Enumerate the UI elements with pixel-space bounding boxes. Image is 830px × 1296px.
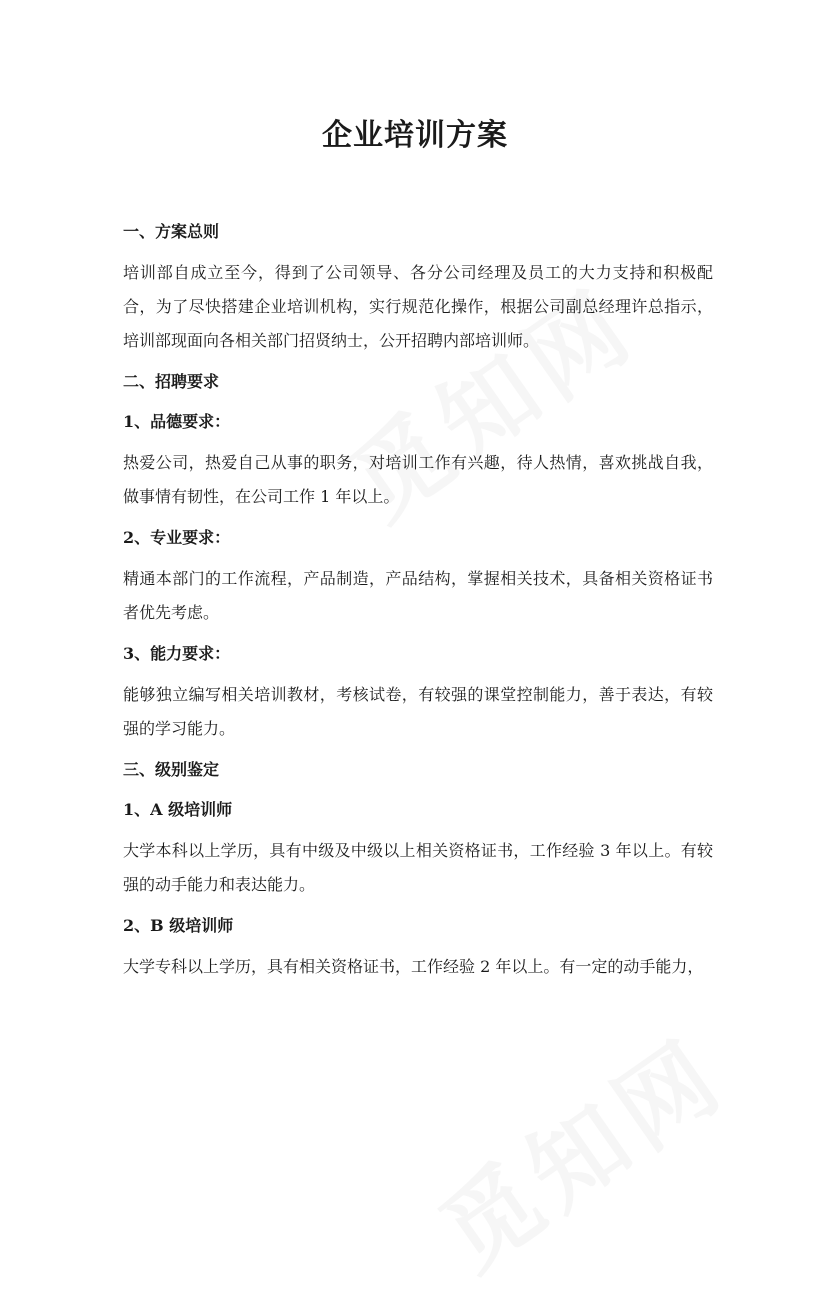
subsection-heading: 1、A 级培训师 <box>123 800 233 819</box>
body-paragraph: 大学专科以上学历，具有相关资格证书，工作经验 2 年以上。有一定的动手能力， <box>123 957 704 976</box>
body-paragraph: 培训部自成立至今，得到了公司领导、各分公司经理及员工的大力支持和积极配合，为了尽快搭建企业培训机构，实行规范化操作，根据公司副总经理许总指示，培训部现面向各相关部门招贤纳士，公开招聘内部培训师。 <box>123 263 713 350</box>
subsection-heading: 2、B 级培训师 <box>123 916 234 935</box>
body-paragraph: 大学本科以上学历，具有中级及中级以上相关资格证书，工作经验 3 年以上。有较强的动手能力和表达能力。 <box>123 841 713 894</box>
subsection-heading: 1、品德要求： <box>123 412 231 431</box>
subsection-heading: 2、专业要求： <box>123 528 231 547</box>
subsection-heading: 3、能力要求： <box>123 644 231 663</box>
body-paragraph: 能够独立编写相关培训教材，考核试卷，有较强的课堂控制能力，善于表达，有较强的学习能力。 <box>123 685 713 738</box>
section-heading: 三、级别鉴定 <box>123 760 220 779</box>
page-title: 企业培训方案 <box>322 118 508 153</box>
watermark <box>409 1001 748 1296</box>
body-paragraph: 精通本部门的工作流程，产品制造，产品结构，掌握相关技术，具备相关资格证书者优先考虑。 <box>123 569 713 622</box>
section-heading: 二、招聘要求 <box>123 372 220 391</box>
document-body <box>123 216 713 984</box>
section-heading: 一、方案总则 <box>123 222 220 241</box>
body-paragraph: 热爱公司，热爱自己从事的职务，对培训工作有兴趣，待人热情，喜欢挑战自我，做事情有韧性，在公司工作 1 年以上。 <box>123 453 713 506</box>
